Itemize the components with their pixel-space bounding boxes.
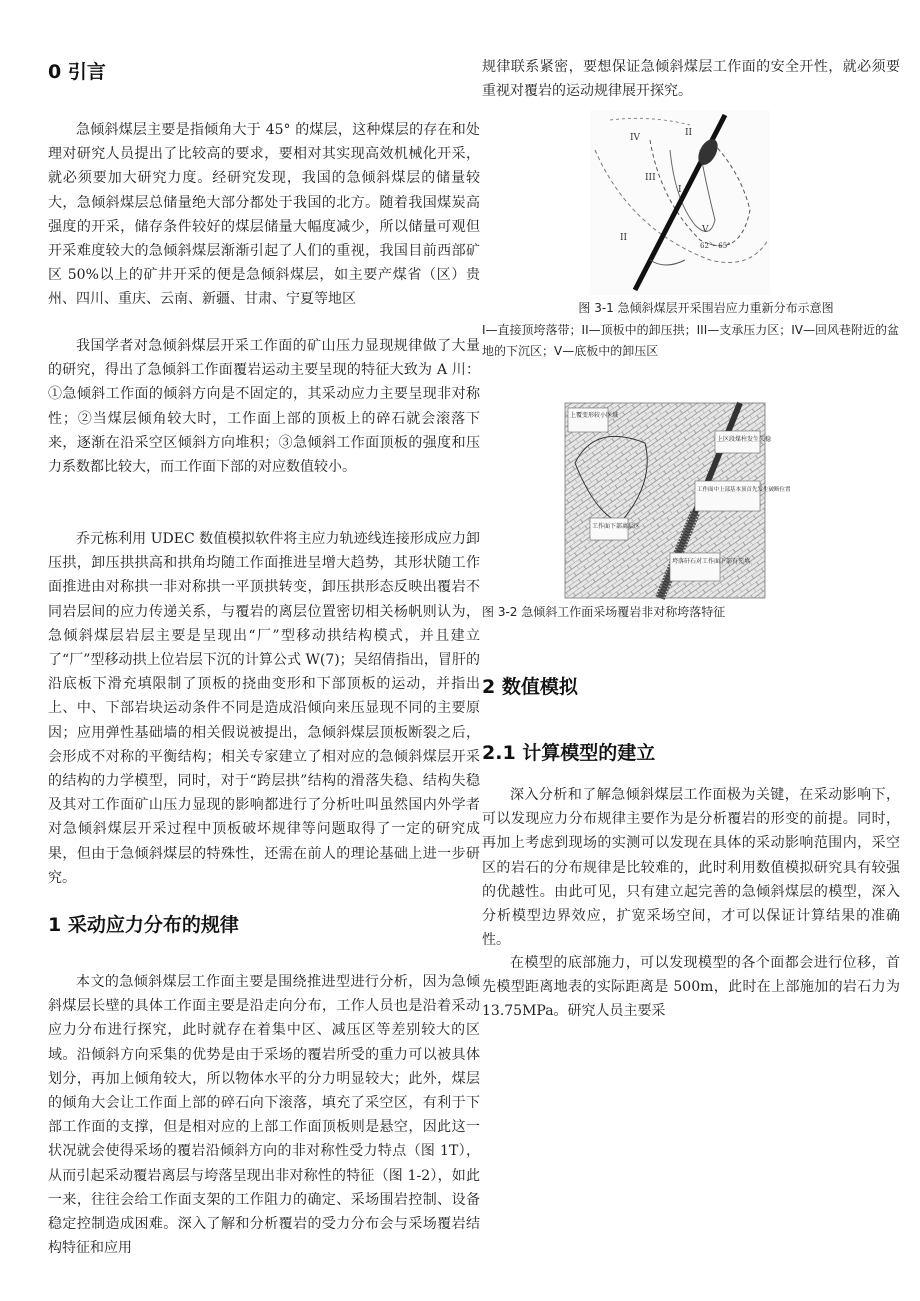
intro-paragraph-1: 急倾斜煤层主要是指倾角大于 45° 的煤层，这种煤层的存在和处理对研究人员提出了比较高的要求，要相对其实现高效机械化开采，就必须要加大研究力度。经研究发现，我国的急倾斜煤层的储量较大，急倾斜煤层总储量绝大部分都处于我国的北方。随着我国煤炭高强度的开采，储存条件较好的煤层储量大幅度减少，所以储量可观但开采难度较大的急倾斜煤层渐渐引起了人们的重视，我国目前西部矿区 50%以上的矿井开采的便是急倾斜煤层，如主要产煤省（区）贵州、四川、重庆、云南、新疆、甘肃、宁夏等地区 <box>48 122 480 308</box>
intro-paragraph-3: 乔元栋利用 UDEC 数值模拟软件将主应力轨迹线连接形成应力卸压拱，卸压拱拱高和拱角均随工作面推进呈增大趋势，其形状随工作面推进由对称拱一非对称拱一平顶拱转变，卸压拱形态反映出覆岩不同岩层间的应力传递关系，与覆岩的离层位置密切相关杨帆则认为，急倾斜煤层岩层主要是呈现出“厂”型移动拱结构模式，并且建立了“厂”型移动拱上位岩层下沉的计算公式 W(7)；吴绍倩指出，冒肝的沿底板下滑充填限制了顶板的挠曲变形和下部顶板的运动，并指出上、中、下部岩块运动条件不同是造成沿倾向来压显现不同的主要原因；应用弹性基础墙的相关假说被提出，急倾斜煤层顶板断裂之后，会形成不对称的平衡结构；相关专家建立了相对应的急倾斜煤层开采的结构的力学模型，同时，对于“跨层拱”结构的滑落失稳、结构失稳及其对工作面矿山压力显现的影响都进行了分析吐叫虽然国内外学者对急倾斜煤层开采过程中顶板破坏规律等问题取得了一定的研究成果，但由于急倾斜煤层的特殊性，还需在前人的理论基础上进一步研究。 <box>48 531 480 886</box>
figure-3-1-diagram <box>590 110 770 295</box>
figure-3-2-diagram <box>565 403 791 598</box>
fig1-label-iii: III <box>645 173 656 183</box>
intro-paragraph-2: 我国学者对急倾斜煤层开采工作面的矿山压力显现规律做了大量的研究，得出了急倾斜工作面覆岩运动主要呈现的特征大致为 A 川：①急倾斜工作面的倾斜方向是不固定的，其采动应力主要呈现非对称性；②当煤层倾角较大时，工作面上部的顶板上的碎石就会滚落下来，逐渐在沿采空区倾斜方向堆积；③急倾斜工作面顶板的强度和压力系数都比较大，而工作面下部的对应数值较小。 <box>48 338 480 476</box>
section-heading-1: 1 采动应力分布的规律 <box>48 914 239 936</box>
section-heading-2: 2 数值模拟 <box>482 676 578 698</box>
figure-3-1-legend: I—直接顶垮落带；II—顶板中的卸压拱；III—支承压力区；IV—回风巷附近的盆地的下沉区；V—底板中的卸压区 <box>482 323 899 358</box>
section1-paragraph: 本文的急倾斜煤层工作面主要是围绕推进型进行分析，因为急倾斜煤层长壁的具体工作面主要是沿走向分布，工作人员也是沿着采动应力分布进行探究，此时就存在着集中区、减压区等差别较大的区域。沿倾斜方向采集的优势是由于采场的覆岩所受的重力可以被具体划分，再加上倾角较大，所以物体水平的分力明显较大；此外，煤层的倾角大会让工作面上部的碎石向下滚落，填充了采空区，有利于下部工作面的支撑，但是相对应的上部工作面顶板则是悬空，因此这一状况就会使得采场的覆岩沿倾斜方向的非对称性受力特点（图 1T），从而引起采动覆岩离层与垮落呈现出非对称性的特征（图 1-2），如此一来，往往会给工作面支架的工作阻力的确定、采场围岩控制、设备稳定控制造成困难。深入了解和分析覆岩的受力分布会与采场覆岩结构特征和应用 <box>48 974 480 1257</box>
fig1-label-i: I <box>678 185 682 195</box>
fig2-label-gangue-fill: 垮落矸石对工作面下部有充填 <box>672 558 751 565</box>
fig1-label-iv: IV <box>630 133 641 143</box>
continued-paragraph: 规律联系紧密，要想保证急倾斜煤层工作面的安全开性，就必须要重视对覆岩的运动规律展开探究。 <box>482 59 900 100</box>
fig1-label-v: V <box>702 225 709 235</box>
section-heading-intro: 0 引言 <box>48 61 106 83</box>
fig2-label-pillar-failure: 上区段煤柱发生失稳 <box>717 436 772 443</box>
section2-1-paragraph-1: 深入分析和了解急倾斜煤层工作面极为关键，在采动影响下，可以发现应力分布规律主要作为是分析覆岩的形变的前提。同时，再加上考虑到现场的实测可以发现在具体的采动影响范围内，采空区的岩石的分布规律是比较难的，此时利用数值模拟研究具有较强的优越性。由此可见，只有建立起完善的急倾斜煤层的模型，深入分析模型边界效应，扩宽采场空间，才可以保证计算结果的准确性。 <box>482 787 900 949</box>
fig1-label-angle: 62°~65° <box>700 242 731 250</box>
figure-3-1-caption: 图 3-1 急倾斜煤层开采围岩应力重新分布示意图 <box>578 301 834 315</box>
figure-3-2-caption: 图 3-2 急倾斜工作面采场覆岩非对称垮落特征 <box>482 605 726 619</box>
fig1-label-ii-top: II <box>685 128 693 138</box>
fig2-label-roof-break: 工作面中上部基本顶首先发生破断位置 <box>697 487 791 493</box>
fig2-label-separation: 工作面下部离层区 <box>592 523 641 530</box>
fig2-label-low-deformation: 上覆变形较小区域 <box>570 412 619 419</box>
section-heading-2-1: 2.1 计算模型的建立 <box>482 742 656 764</box>
fig1-label-ii-bottom: II <box>620 233 628 243</box>
section2-1-paragraph-2: 在模型的底部施力，可以发现模型的各个面都会进行位移，首先模型距离地表的实际距离是 500m，此时在上部施加的岩石力为 13.75MPa。研究人员主要采 <box>482 955 900 1020</box>
